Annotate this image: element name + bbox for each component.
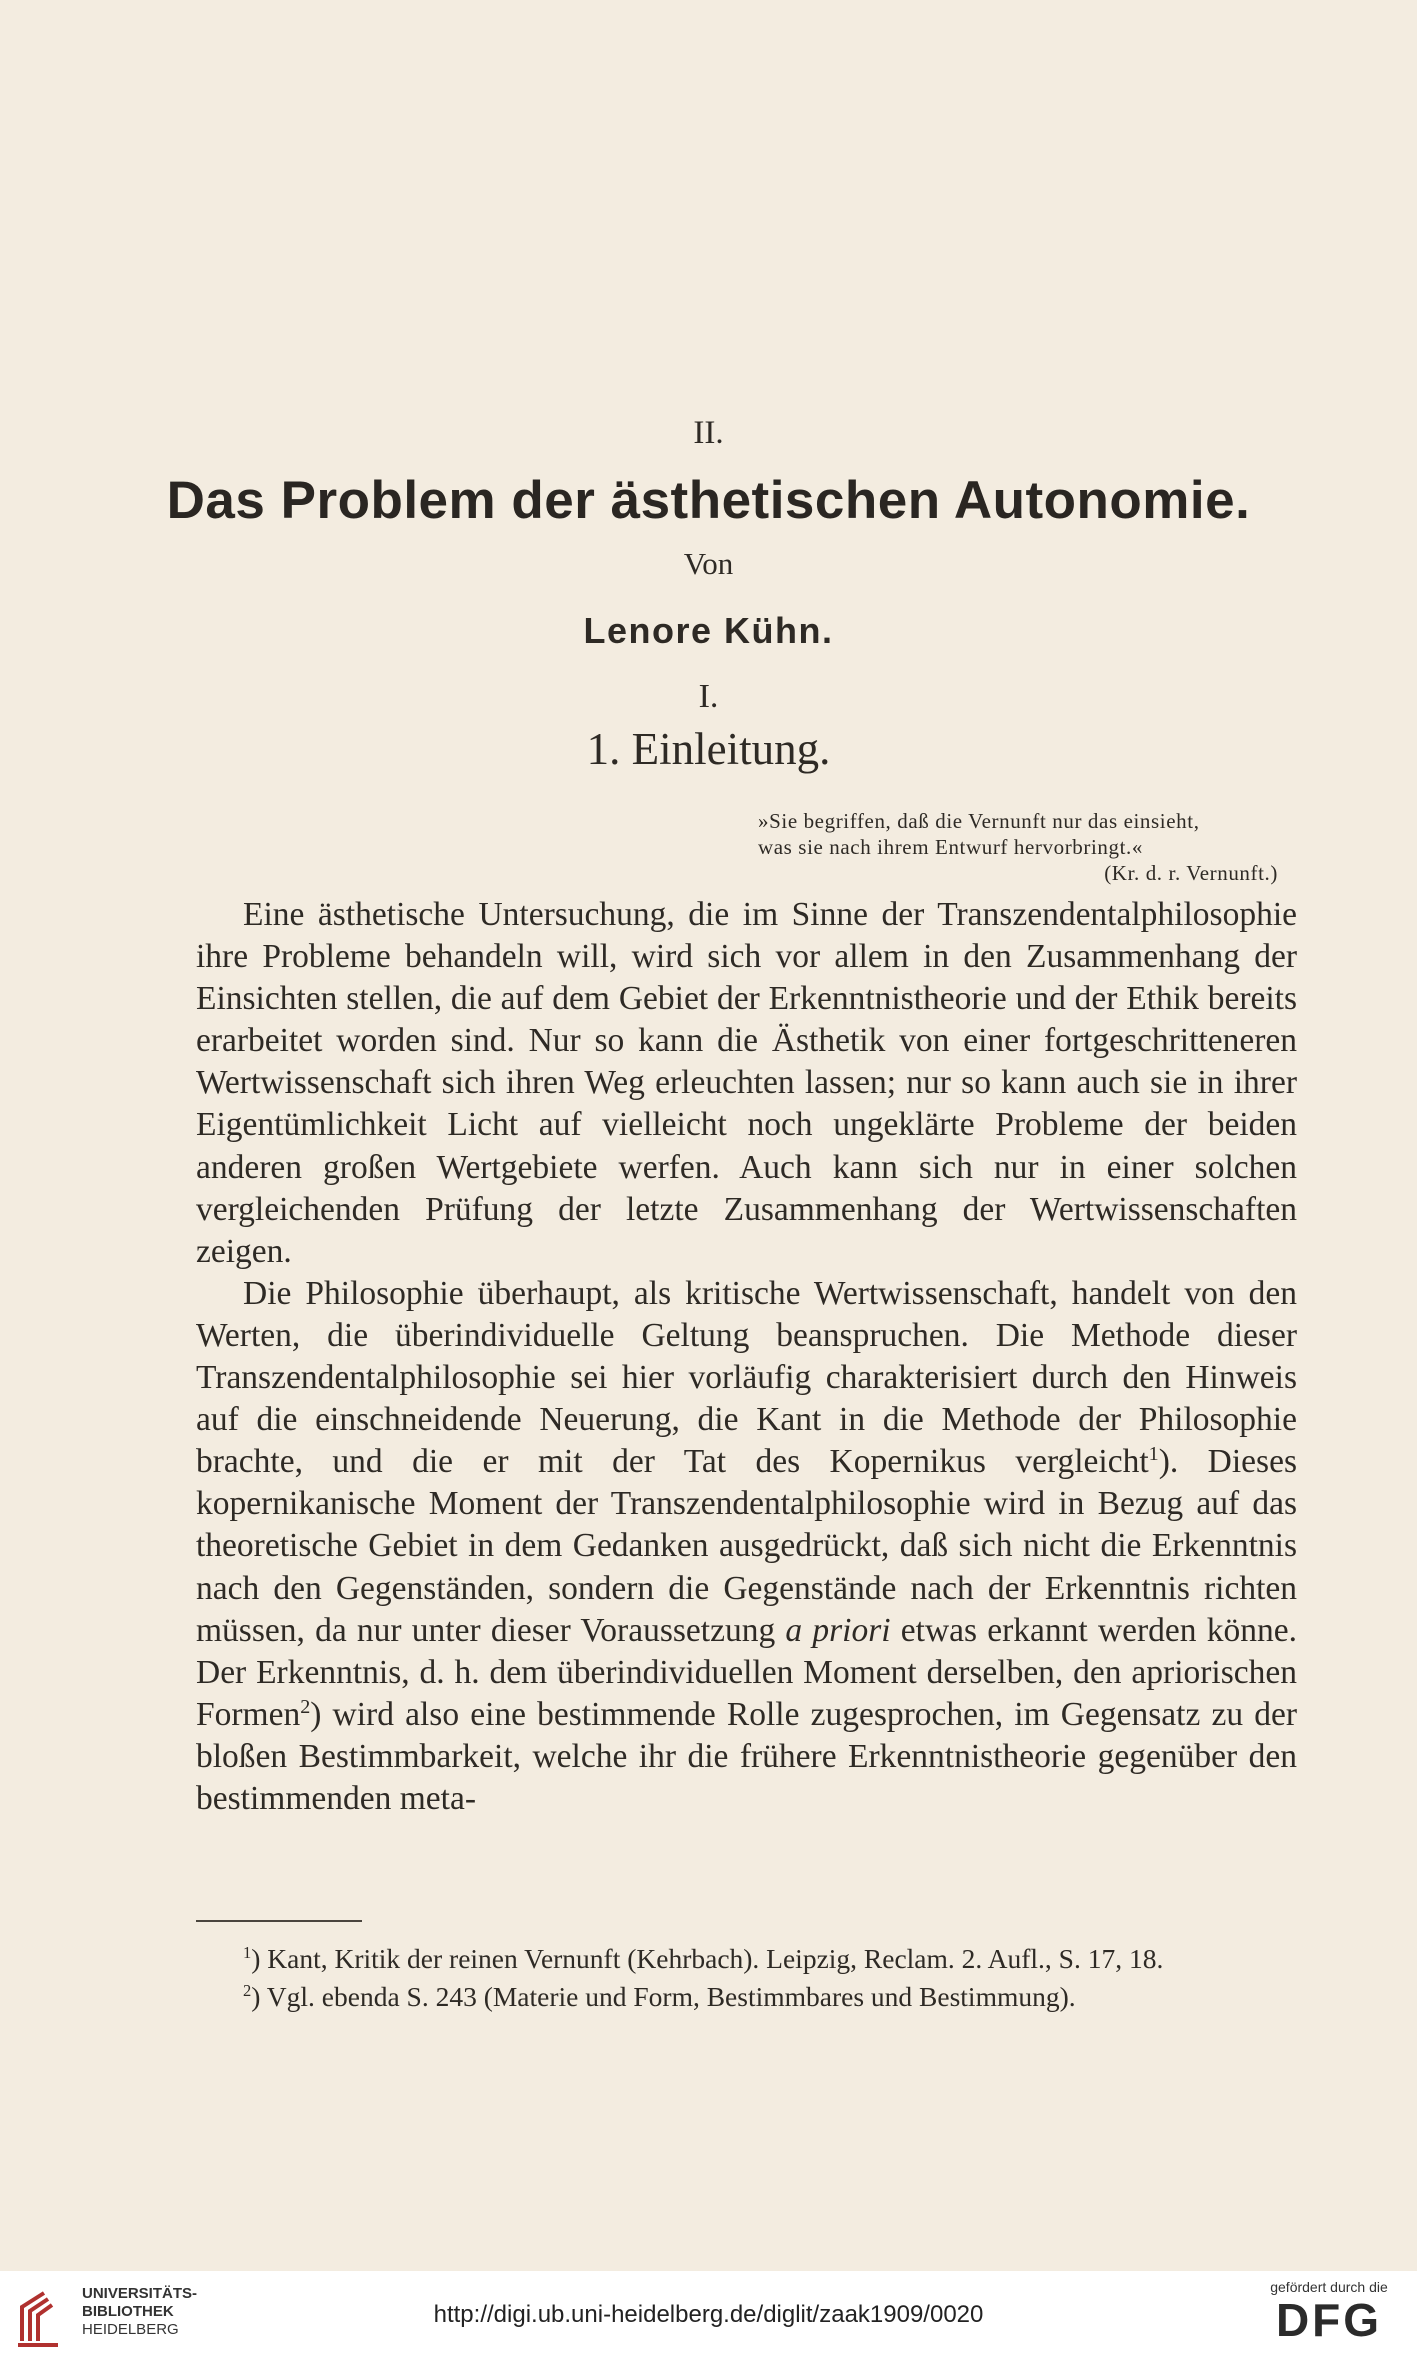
footnote — [196, 1978, 1297, 2016]
italic-term: a priori — [785, 1611, 891, 1649]
funding-note: gefördert durch die — [1270, 2279, 1388, 2295]
dfg-logo: DFG — [1275, 2294, 1383, 2346]
author-name: Lenore Kühn. — [583, 610, 834, 651]
footnote-mark: 1 — [243, 1943, 252, 1963]
paragraph-text: Die Philosophie überhaupt, als kritische Wertwissenschaft, handelt von den Werten, die überindividuelle Geltung beanspruchen. Die Methode dieser Transzendentalphilosophie sei hier vorläufig charakterisiert durch den Hinweis auf die einschneidende Neuerung, die Kant in die Methode der Philosophie brachte, und die er mit der Tat des Kopernikus vergleicht — [196, 1274, 1297, 1481]
section-number: I. — [698, 678, 719, 715]
source-url[interactable]: http://digi.ub.uni-heidelberg.de/diglit/zaak1909/0020 — [433, 2301, 984, 2328]
footnote-mark: 2 — [243, 1981, 252, 2001]
epigraph-line: was sie nach ihrem Entwurf hervorbringt.« — [758, 835, 1143, 859]
paragraph-text: . Dieses kopernikanische Moment der Transzendentalphilosophie wird in Bezug auf das theoretische Gebiet in dem Gedanken ausgedrückt, daß sich nicht die Erkenntnis nach den Gegenständen, sondern die Gegenstände nach der Erkenntnis richten müssen, da nur unter dieser Voraussetzung — [196, 1443, 1297, 1649]
funder-block — [1259, 2279, 1399, 2345]
article-title: Das Problem der ästhetischen Autonomie. — [166, 471, 1251, 530]
subsection-heading: 1. Einleitung. — [586, 724, 831, 774]
footnote-divider — [196, 1920, 362, 1922]
footnotes — [196, 1940, 1297, 2016]
footnote-reference: 2 — [300, 1695, 311, 1718]
part-number: II. — [693, 415, 724, 451]
epigraph-source: (Kr. d. r. Vernunft.) — [1104, 861, 1278, 885]
digitization-footer — [0, 2271, 1417, 2357]
library-name-line: HEIDELBERG — [82, 2321, 179, 2338]
footnote — [196, 1940, 1297, 1978]
library-name-line: BIBLIOTHEK — [82, 2303, 174, 2320]
library-name-line: UNIVERSITÄTS- — [82, 2285, 198, 2302]
footnote-text: ) Vgl. ebenda S. 243 (Materie und Form, Bestimmbares und Bestimmung). — [251, 1981, 1076, 2012]
epigraph-line: »Sie begriffen, daß die Vernunft nur das einsieht, — [758, 809, 1200, 833]
epigraph — [758, 808, 1278, 886]
body-text — [196, 894, 1297, 1820]
by-line: Von — [683, 546, 734, 581]
paragraph-2: Die Philosophie überhaupt, als kritische Wertwissenschaft, handelt von den Werten, die überindividuelle Geltung beanspruchen. Die Methode dieser Transzendentalphilosophie sei hier vorläufig charakterisiert durch den Hinweis auf die einschneidende Neuerung, die Kant in die Methode der Philosophie brachte, und die er mit der Tat des Kopernikus vergleicht$^1$). Dieses kopernikanische Moment der Transzendentalphilosophie wird in Bezug auf das theoretische Gebiet in dem Gedanken ausgedrückt, daß sich nicht die Erkenntnis nach den Gegenständen, sondern die Gegenstände nach der Erkenntnis richten müssen, da nur unter dieser Voraussetzung a priori etwas erkannt werden könne. Der Erkenntnis, d. h. dem überindividuellen Moment derselben, den apriorischen Formen$^2$) wird also eine bestimmende Rolle zugesprochen, im Gegensatz zu der bloßen Bestimmbarkeit, welche ihr die frühere Erkenntnistheorie gegenüber den bestimmenden meta- — [196, 1274, 1297, 1817]
paragraph-text: wird also eine bestimmende Rolle zugesprochen, im Gegensatz zu der bloßen Bestimmbarkeit, welche ihr die frühere Erkenntnistheorie gegenüber den bestimmenden meta- — [196, 1695, 1297, 1817]
paragraph-1: Eine ästhetische Untersuchung, die im Sinne der Transzendentalphilosophie ihre Probleme behandeln will, wird sich vor allem in den Zusammenhang der Einsichten stellen, die auf dem Gebiet der Erkenntnistheorie und der Ethik bereits erarbeitet worden sind. Nur so kann die Ästhetik von einer fortgeschritteneren Wertwissenschaft sich ihren Weg erleuchten lassen; nur so kann auch sie in ihrer Eigentümlichkeit Licht auf vielleicht noch ungeklärte Probleme der beiden anderen großen Wertgebiete werfen. Auch kann sich nur in einer solchen vergleichenden Prüfung der letzte Zusammenhang der Wertwissenschaften zeigen. — [196, 896, 1297, 1270]
footnote-reference: 1 — [1148, 1443, 1159, 1466]
footnote-text: ) Kant, Kritik der reinen Vernunft (Kehrbach). Leipzig, Reclam. 2. Aufl., S. 17, 18. — [251, 1943, 1164, 1974]
paragraph-text: etwas erkannt werden könne. Der Erkenntnis, d. h. dem überindividuellen Moment derselben, den apriorischen Formen — [196, 1611, 1297, 1733]
